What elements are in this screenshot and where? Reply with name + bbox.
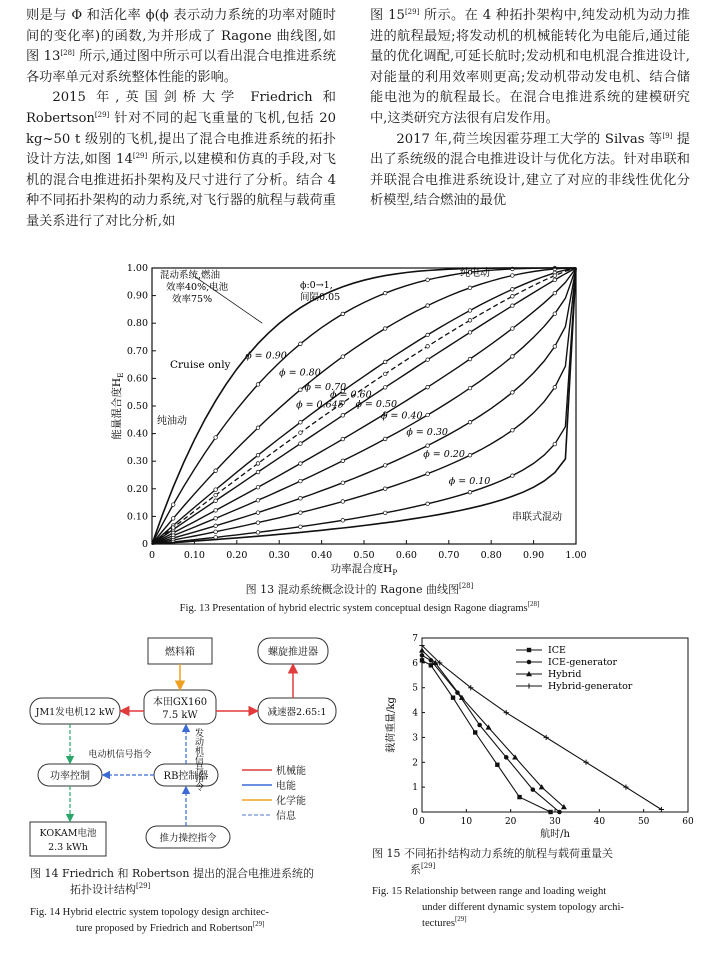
y-tick-label: 0.80 xyxy=(126,318,148,330)
curve-marker xyxy=(214,488,218,492)
square-marker xyxy=(548,810,552,814)
square-marker xyxy=(420,658,424,662)
y-tick-label: 0.60 xyxy=(126,373,148,385)
curve-label: ϕ = 0.60 xyxy=(330,389,372,401)
fig15-caption-cn: 图 15 不同拓扑结构动力系统的航程与载荷重量关 系[29] xyxy=(372,847,613,876)
y-tick-label: 0.50 xyxy=(126,401,148,412)
square-marker xyxy=(473,730,477,734)
square-marker xyxy=(527,648,531,652)
x-tick-label: 60 xyxy=(682,817,694,827)
curve-marker xyxy=(511,474,515,478)
curve-marker xyxy=(511,327,515,331)
curve-marker xyxy=(256,485,260,489)
x-tick-label: 0.60 xyxy=(395,550,417,561)
curve-marker xyxy=(299,420,303,424)
label-series-hybrid: 串联式混动 xyxy=(512,512,562,523)
circle-marker xyxy=(477,723,482,728)
left-paragraph-2: 2015 年,英国剑桥大学 Friedrich 和 Robertson[29] 针对不同的起飞重量的飞机,包括 20 kg~50 t 级别的飞机,提出了混合电推进系统的拓扑设计方法,如图 14[29] 所示,以建模和仿真的手段,对飞机的混合电推进拓扑架构及尺寸进行了分析。结合 4 种不同拓扑架构的动力系统,对飞行器的航程与载荷重量关系进行了对比分析,如 xyxy=(26,90,336,229)
y-tick-label: 0 xyxy=(141,539,148,550)
curve-marker xyxy=(468,386,472,390)
curve-marker xyxy=(553,385,557,389)
x-tick-label: 0.30 xyxy=(268,550,290,561)
curve-marker xyxy=(468,420,472,424)
curve-marker xyxy=(341,519,345,523)
y-tick-label: 0.10 xyxy=(126,511,148,523)
engine-label-1: 本田GX160 xyxy=(152,697,208,708)
curve-marker xyxy=(214,499,218,503)
y-tick-label: 3 xyxy=(412,733,418,744)
circle-marker xyxy=(504,755,509,760)
circle-marker xyxy=(527,660,532,665)
curve-label: ϕ = 0.30 xyxy=(406,427,448,439)
curve-marker xyxy=(256,453,260,457)
series-line-ice-generator xyxy=(422,655,559,812)
y-tick-label: 0.90 xyxy=(126,290,148,302)
curve-marker xyxy=(214,524,218,528)
x-tick-label: 0.10 xyxy=(183,550,205,561)
y-tick-label: 0.30 xyxy=(126,456,148,468)
curve-marker xyxy=(383,464,387,468)
y-tick-label: 5 xyxy=(412,683,418,694)
y-tick-label: 1 xyxy=(412,783,418,794)
engine-command-label: 发动机信号指令 xyxy=(193,728,203,791)
curve-marker xyxy=(299,525,303,529)
curve-label: ϕ = 0.645 xyxy=(296,399,344,411)
curve-marker xyxy=(214,530,218,534)
curve-marker xyxy=(468,331,472,335)
x-axis-label: 功率混合度$H_P$ xyxy=(330,563,398,577)
curve-marker xyxy=(553,312,557,316)
curve-marker xyxy=(511,355,515,359)
curve-marker xyxy=(171,503,175,507)
curve-marker xyxy=(383,291,387,295)
fig13-caption-en: Fig. 13 Presentation of hybrid electric system conceptual design Ragone diagrams[28] xyxy=(179,600,540,614)
curve-marker xyxy=(383,360,387,364)
x-tick-label: 0.40 xyxy=(311,550,333,561)
topology-diagram xyxy=(20,630,350,862)
y-tick-label: 0.70 xyxy=(126,345,148,357)
curve-marker xyxy=(214,509,218,513)
curve-marker xyxy=(553,274,557,278)
power-control-label: 功率控制 xyxy=(50,771,90,782)
x-tick-label: 1.00 xyxy=(565,550,587,561)
curve-marker xyxy=(256,426,260,430)
curve-marker xyxy=(426,444,430,448)
y-tick-label: 0 xyxy=(412,808,418,818)
legend-label: ICE xyxy=(548,645,566,656)
curve-marker xyxy=(383,487,387,491)
curve-label: ϕ = 0.40 xyxy=(380,410,423,422)
legend-mechanical-label: 机械能 xyxy=(276,766,306,777)
circle-marker xyxy=(420,653,425,658)
curve-marker xyxy=(426,278,430,282)
legend-label: Hybrid xyxy=(548,669,582,680)
curve-label: ϕ = 0.80 xyxy=(279,367,321,379)
curve-marker xyxy=(468,453,472,457)
y-tick-label: 4 xyxy=(412,708,418,719)
x-tick-label: 0.50 xyxy=(353,550,375,561)
battery-label-1: KOKAM电池 xyxy=(39,828,97,839)
curve-marker xyxy=(383,372,387,376)
curve-marker xyxy=(468,318,472,322)
right-paragraph-2: 2017 年,荷兰埃因霍芬理工大学的 Silvas 等[9] 提出了系统级的混合电推进设计与优化方法。针对串联和并联混合电推进系统设计,建立了对应的非线性优化分析模型,结合燃油的最优 xyxy=(370,131,690,209)
x-tick-label: 0 xyxy=(419,817,425,827)
curve-marker xyxy=(214,469,218,473)
curve-marker xyxy=(511,391,515,395)
fig13-caption-cn: 图 13 混动系统概念设计的 Ragone 曲线图[28] xyxy=(245,582,474,596)
right-paragraph-1: 图 15[29] 所示。在 4 种拓扑架构中,纯发动机为动力推进的航程最短;将发动机的机械能转化为电能后,通过能量的优化调配,可延长航时;发动机和电机混合推进设计,对能量的利用效率则更高;发动机带动发电机、结合储能电池为的航程最长。在混合电推进系统的建模研究中,这类研究方法很有启发作用。 xyxy=(370,8,690,126)
curve-marker xyxy=(426,413,430,417)
fuel-tank-label: 燃料箱 xyxy=(165,647,195,658)
left-paragraph-1: 则是与 Φ 和活化率 ϕ(ϕ 表示动力系统的功率对随时间的变化率)的函数,为并形成了 Ragone 曲线图,如图 13[28] 所示,通过图中所示可以看出混合电推进系统各功率单元对系统整体性能的影响。 xyxy=(26,8,336,85)
curve-label: ϕ = 0.20 xyxy=(423,449,465,461)
curve-marker xyxy=(299,497,303,501)
curve-marker xyxy=(383,327,387,331)
square-marker xyxy=(451,695,455,699)
curve-marker xyxy=(256,511,260,515)
curve-marker xyxy=(256,521,260,525)
curve-marker xyxy=(256,498,260,502)
curve-marker xyxy=(341,355,345,359)
curve-marker xyxy=(341,481,345,485)
curve-marker xyxy=(214,536,218,540)
plus-marker xyxy=(659,807,664,812)
motor-label: JM1发电机12 kW xyxy=(35,707,115,718)
propeller-label: 螺旋推进器 xyxy=(268,647,318,658)
curve-label: ϕ = 0.70 xyxy=(304,382,347,394)
curve-marker xyxy=(468,309,472,313)
curve-marker xyxy=(468,286,472,290)
label-pure-electric: 纯电动 xyxy=(460,268,490,279)
plus-marker xyxy=(544,735,549,740)
curve-marker xyxy=(341,437,345,441)
fig14-caption-cn: 图 14 Friedrich 和 Robertson 提出的混合电推进系统的 拓扑设计结构[29] xyxy=(30,867,314,896)
curve-marker xyxy=(299,511,303,515)
curve-marker xyxy=(299,342,303,346)
curve-marker xyxy=(426,333,430,337)
annotation-battery-efficiency: 效率75% xyxy=(172,294,213,305)
y-tick-label: 7 xyxy=(412,634,418,644)
plus-marker xyxy=(623,785,628,790)
x-tick-label: 30 xyxy=(549,817,561,827)
legend-label: ICE-generator xyxy=(548,657,618,668)
x-tick-label: 10 xyxy=(460,817,473,827)
curve-marker xyxy=(341,312,345,316)
curve-marker xyxy=(256,462,260,466)
x-tick-label: 0.20 xyxy=(226,550,248,561)
curve-marker xyxy=(426,502,430,506)
curve-marker xyxy=(426,304,430,308)
y-tick-label: 0.40 xyxy=(126,428,148,440)
square-marker xyxy=(429,663,433,667)
curve-label: ϕ = 0.10 xyxy=(448,475,491,487)
plus-marker xyxy=(526,683,531,688)
curve-marker xyxy=(511,428,515,432)
curve-marker xyxy=(341,500,345,504)
battery-label-2: 2.3 kWh xyxy=(48,842,88,853)
curve-marker xyxy=(299,431,303,435)
legend-label: Hybrid-generator xyxy=(548,681,633,692)
legend-electric-label: 电能 xyxy=(276,781,296,792)
curve-marker xyxy=(511,295,515,299)
curve-marker xyxy=(468,357,472,361)
curve-marker xyxy=(383,511,387,515)
curve-marker xyxy=(299,442,303,446)
y-tick-label: 1.00 xyxy=(126,263,148,274)
curve-marker xyxy=(426,385,430,389)
curve-marker xyxy=(171,517,175,521)
curve-marker xyxy=(256,531,260,535)
curve-marker xyxy=(214,436,218,440)
x-tick-label: 50 xyxy=(637,817,650,827)
annotation-phi-step: 间隔0.05 xyxy=(300,292,341,303)
motor-command-label: 电动机信号指令 xyxy=(88,750,152,760)
legend-info-label: 信息 xyxy=(276,811,296,822)
curve-marker xyxy=(256,470,260,474)
x-tick-label: 0.70 xyxy=(438,550,460,561)
curve-marker xyxy=(383,386,387,390)
label-pure-fuel: 纯油动 xyxy=(157,416,187,427)
curve-marker xyxy=(299,388,303,392)
curve-marker xyxy=(511,274,515,278)
y-axis-label: 能量混合度$H_E$ xyxy=(111,372,125,440)
engine-label-2: 7.5 kW xyxy=(162,710,198,721)
square-marker xyxy=(517,795,521,799)
curve-marker xyxy=(214,517,218,521)
x-axis-label: 航时/h xyxy=(540,829,570,838)
ragone-chart xyxy=(100,258,600,578)
curve-marker xyxy=(426,472,430,476)
x-tick-label: 0 xyxy=(148,550,156,561)
left-text-column xyxy=(26,6,336,233)
x-tick-label: 0.80 xyxy=(480,550,502,561)
curve-marker xyxy=(383,437,387,441)
curve-marker xyxy=(341,459,345,463)
thrust-command-label: 推力操控指令 xyxy=(159,833,217,844)
curve-marker xyxy=(426,345,430,349)
curve-marker xyxy=(341,414,345,418)
square-marker xyxy=(495,763,499,767)
curve-marker xyxy=(553,291,557,295)
rb-controller-label: RB控制器 xyxy=(163,771,209,782)
curve-marker xyxy=(171,526,175,530)
curve-marker xyxy=(553,278,557,282)
fig14-caption-en: Fig. 14 Hybrid electric system topology design architec- ture proposed by Friedrich and Robertson[29] xyxy=(30,907,269,934)
y-axis-label: 载荷重量/kg xyxy=(386,697,397,753)
annotation-phi-range: ϕ:0→1, xyxy=(300,280,333,291)
gearbox-label: 减速器2.65:1 xyxy=(267,707,327,718)
curve-marker xyxy=(256,383,260,387)
y-tick-label: 0.20 xyxy=(126,483,148,495)
curve-marker xyxy=(511,288,515,292)
x-tick-label: 0.90 xyxy=(523,550,545,561)
curve-label: ϕ = 0.90 xyxy=(245,350,287,362)
plus-marker xyxy=(583,760,588,765)
annotation-fuel-efficiency: 效率40%,电池 xyxy=(166,282,229,293)
x-tick-label: 40 xyxy=(593,817,606,827)
legend-chemical-label: 化学能 xyxy=(276,796,306,807)
annotation-cruise-only: Cruise only xyxy=(170,359,231,371)
curve-label: ϕ = 0.50 xyxy=(355,399,398,411)
circle-marker xyxy=(531,787,536,792)
annotation-hybrid-system: 混动系统,燃油 xyxy=(160,270,221,281)
y-tick-label: 2 xyxy=(412,758,418,769)
x-tick-label: 20 xyxy=(504,817,517,827)
curve-marker xyxy=(553,345,557,349)
circle-marker xyxy=(557,810,562,815)
range-payload-chart xyxy=(378,628,698,838)
curve-marker xyxy=(426,358,430,362)
right-text-column xyxy=(370,6,690,212)
curve-marker xyxy=(553,442,557,446)
curve-marker xyxy=(299,462,303,466)
series-line-hybrid xyxy=(422,650,564,807)
y-tick-label: 6 xyxy=(412,658,418,669)
fig15-caption-en: Fig. 15 Relationship between range and loading weight under different dynamic system topology archi- tectures[29] xyxy=(372,886,624,929)
curve-marker xyxy=(468,490,472,494)
curve-marker xyxy=(214,493,218,497)
curve-marker xyxy=(511,304,515,308)
curve-marker xyxy=(299,479,303,483)
